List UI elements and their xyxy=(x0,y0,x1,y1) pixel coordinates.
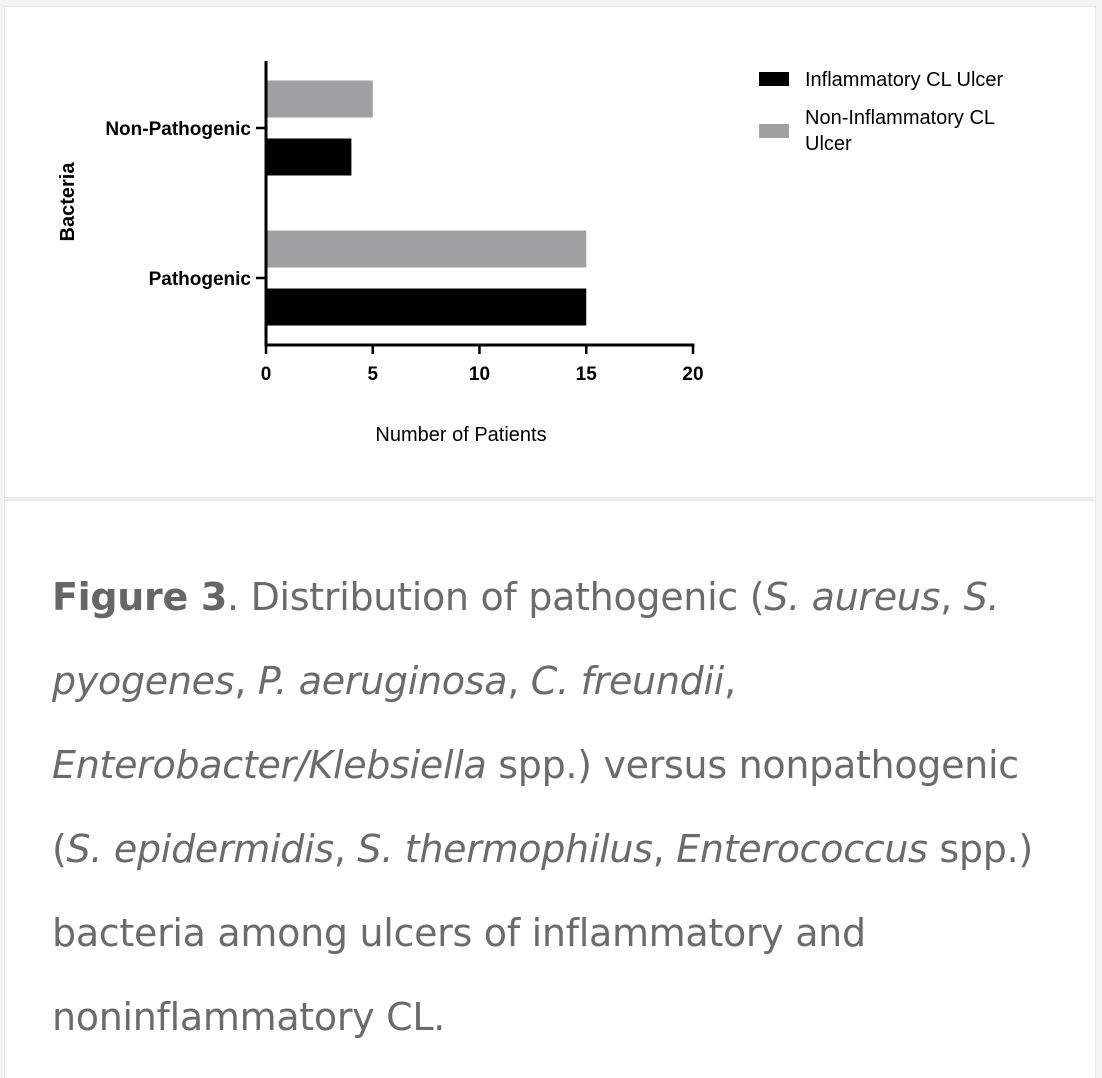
species-name: Enterobacter/Klebsiella xyxy=(52,743,487,787)
caption-panel xyxy=(4,500,1096,1078)
bar-non-inflammatory-cl-ulcer-pathogenic xyxy=(268,231,587,268)
figure-label: Figure 3 xyxy=(52,575,228,619)
bar-inflammatory-cl-ulcer-pathogenic xyxy=(268,289,587,326)
bar-non-inflammatory-cl-ulcer-non-pathogenic xyxy=(268,81,373,118)
x-tick-label: 15 xyxy=(575,364,597,385)
bar-inflammatory-cl-ulcer-non-pathogenic xyxy=(268,139,352,176)
x-tick-label: 10 xyxy=(468,364,491,385)
y-tick-label: Non-Pathogenic xyxy=(105,119,251,140)
legend-label: Non-Inflammatory CL xyxy=(805,107,996,129)
species-name: Enterococcus xyxy=(676,827,928,871)
x-tick-label: 5 xyxy=(367,364,379,385)
species-name: C. freundii xyxy=(530,659,724,703)
figure-caption: Figure 3. Distribution of pathogenic (S. aureus, S. pyogenes, P. aeruginosa, C. freundii, Enterobacter/Klebsiella spp.) versus nonpathogenic (S. epidermidis, S. thermophilus, Enterococcus spp.) bacteria among ulcers of inflammatory and noninflammatory CL. xyxy=(52,575,1033,1039)
y-tick-label: Pathogenic xyxy=(148,269,251,290)
y-axis-title: Bacteria xyxy=(57,162,79,242)
legend-swatch xyxy=(759,72,789,86)
species-name: P. aeruginosa xyxy=(257,659,508,703)
species-name: S. aureus xyxy=(764,575,941,619)
x-tick-label: 20 xyxy=(682,364,704,385)
figure-panel xyxy=(4,6,1096,498)
bar-chart xyxy=(5,7,1097,499)
legend-swatch xyxy=(759,124,789,138)
x-axis-title: Number of Patients xyxy=(375,424,547,446)
species-name: S. pyogenes xyxy=(52,575,1000,703)
legend-label: Ulcer xyxy=(805,133,852,155)
species-name: S. epidermidis xyxy=(66,827,334,871)
legend-label: Inflammatory CL Ulcer xyxy=(805,69,1004,91)
x-tick-label: 0 xyxy=(260,364,272,385)
species-name: S. thermophilus xyxy=(357,827,653,871)
